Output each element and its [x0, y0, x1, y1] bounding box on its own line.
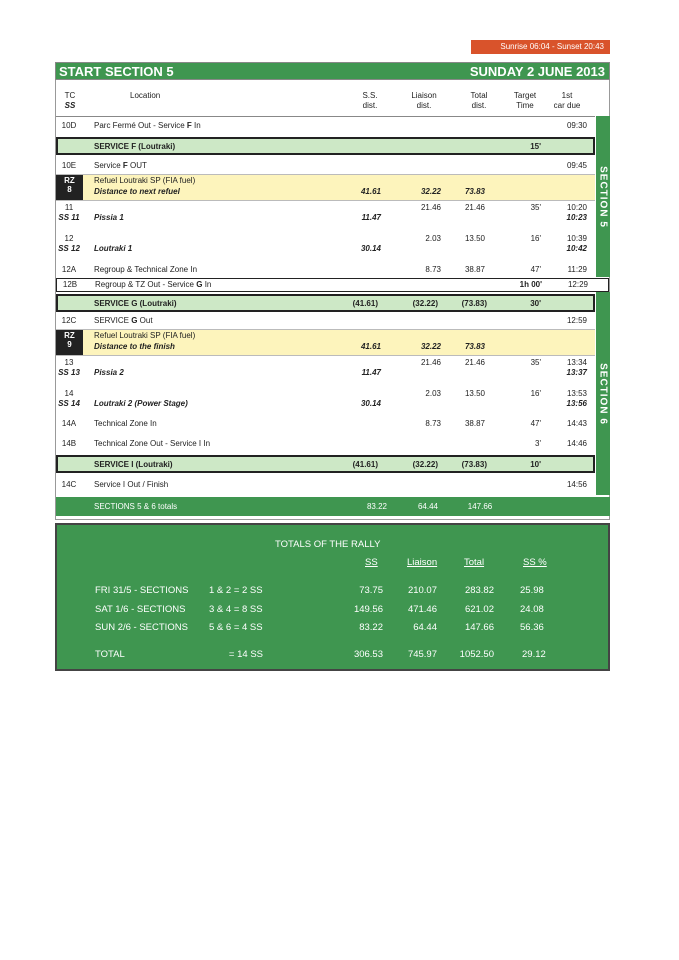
refuel-zone-badge: RZ 8 [56, 175, 83, 200]
table-row-12b: 12B Regroup & TZ Out - Service G In 1h 00' 12:29 [56, 278, 609, 292]
col-target-time: Target Time [513, 91, 537, 110]
col-tc-label: TC [64, 91, 76, 100]
col-location: Location [130, 91, 161, 100]
table-row-14c: 14C Service I Out / Finish 14:56 [61, 480, 587, 489]
section-5-sidebar: SECTION 5 [596, 116, 610, 277]
table-row-14a: 14A Technical Zone In 8.73 38.87 47' 14:43 [61, 419, 587, 428]
divider [56, 116, 595, 117]
rally-col-ss-pct: SS % [523, 557, 547, 568]
section-6-sidebar: SECTION 6 [596, 292, 610, 495]
sunrise-sunset-badge: Sunrise 06:04 - Sunset 20:43 [471, 40, 610, 54]
service-row-i: SERVICE I (Loutraki) (41.61) (32.22) (73.83) 10' [56, 455, 595, 473]
rally-totals-title: TOTALS OF THE RALLY [275, 539, 381, 550]
table-row-ss12: 12 SS 12 Loutraki 1 30.14 2.03 13.50 16' 10:39 10:42 [58, 234, 587, 253]
service-row-f: SERVICE F (Loutraki) 15' [56, 137, 595, 155]
rally-col-liaison: Liaison [407, 557, 438, 568]
col-ss-label: SS [64, 101, 76, 110]
col-ss-dist: S.S. dist. [362, 91, 378, 110]
table-row-10d: 10D Parc Fermé Out - Service F In 09:30 [61, 121, 587, 130]
table-row-ss13: 13 SS 13 Pissia 2 11.47 21.46 21.46 35' 13:34 13:37 [58, 358, 587, 377]
divider [55, 519, 610, 520]
table-row-10e: 10E Service F OUT 09:45 [61, 161, 587, 170]
rally-col-ss: SS [365, 557, 378, 568]
section-title: START SECTION 5 [59, 64, 174, 79]
table-row-14b: 14B Technical Zone Out - Service I In 3' 14:46 [61, 439, 587, 448]
table-row-ss11: 11 SS 11 Pissia 1 11.47 21.46 21.46 35' 10:20 10:23 [58, 203, 587, 222]
col-liaison-dist: Liaison dist. [411, 91, 437, 110]
refuel-row-rz9: RZ 9 Refuel Loutraki SP (FIA fuel) Distance to the finish 41.61 32.22 73.83 [56, 330, 595, 355]
table-row-ss14: 14 SS 14 Loutraki 2 (Power Stage) 30.14 2.03 13.50 16' 13:53 13:56 [58, 389, 587, 408]
refuel-row-rz8: RZ 8 Refuel Loutraki SP (FIA fuel) Distance to next refuel 41.61 32.22 73.83 [56, 175, 595, 200]
table-row-12a: 12A Regroup & Technical Zone In 8.73 38.87 47' 11:29 [61, 265, 587, 274]
service-row-g: SERVICE G (Loutraki) (41.61) (32.22) (73.83) 30' [56, 294, 595, 312]
table-row-12c: 12C SERVICE G Out 12:59 [61, 316, 587, 325]
col-tc [56, 91, 84, 111]
col-first-car-due: 1st car due [553, 91, 581, 110]
divider [56, 200, 595, 201]
section-date: SUNDAY 2 JUNE 2013 [469, 64, 605, 79]
refuel-zone-badge: RZ 9 [56, 330, 83, 355]
rally-totals-panel: TOTALS OF THE RALLY SS Liaison Total SS % FRI 31/5 - SECTIONS 1 & 2 = 2 SS 73.75 210.07 283.82 25.98 SAT 1/6 - SECTIONS 3 & 4 = 8 SS 149.56 471.46 621.02 24.08 SUN 2/6 - SECTIONS 5 & 6 = 4 SS 83.22 64.44 147.66 56.36 TOTAL = 14 SS 306.53 745.97 1052.50 29.12 [55, 523, 610, 671]
col-total-dist: Total dist. [470, 91, 488, 110]
sections-totals-row: SECTIONS 5 & 6 totals 83.22 64.44 147.66 [56, 497, 610, 516]
divider [56, 355, 595, 356]
section-header [55, 62, 610, 80]
rally-col-total: Total [464, 557, 485, 568]
